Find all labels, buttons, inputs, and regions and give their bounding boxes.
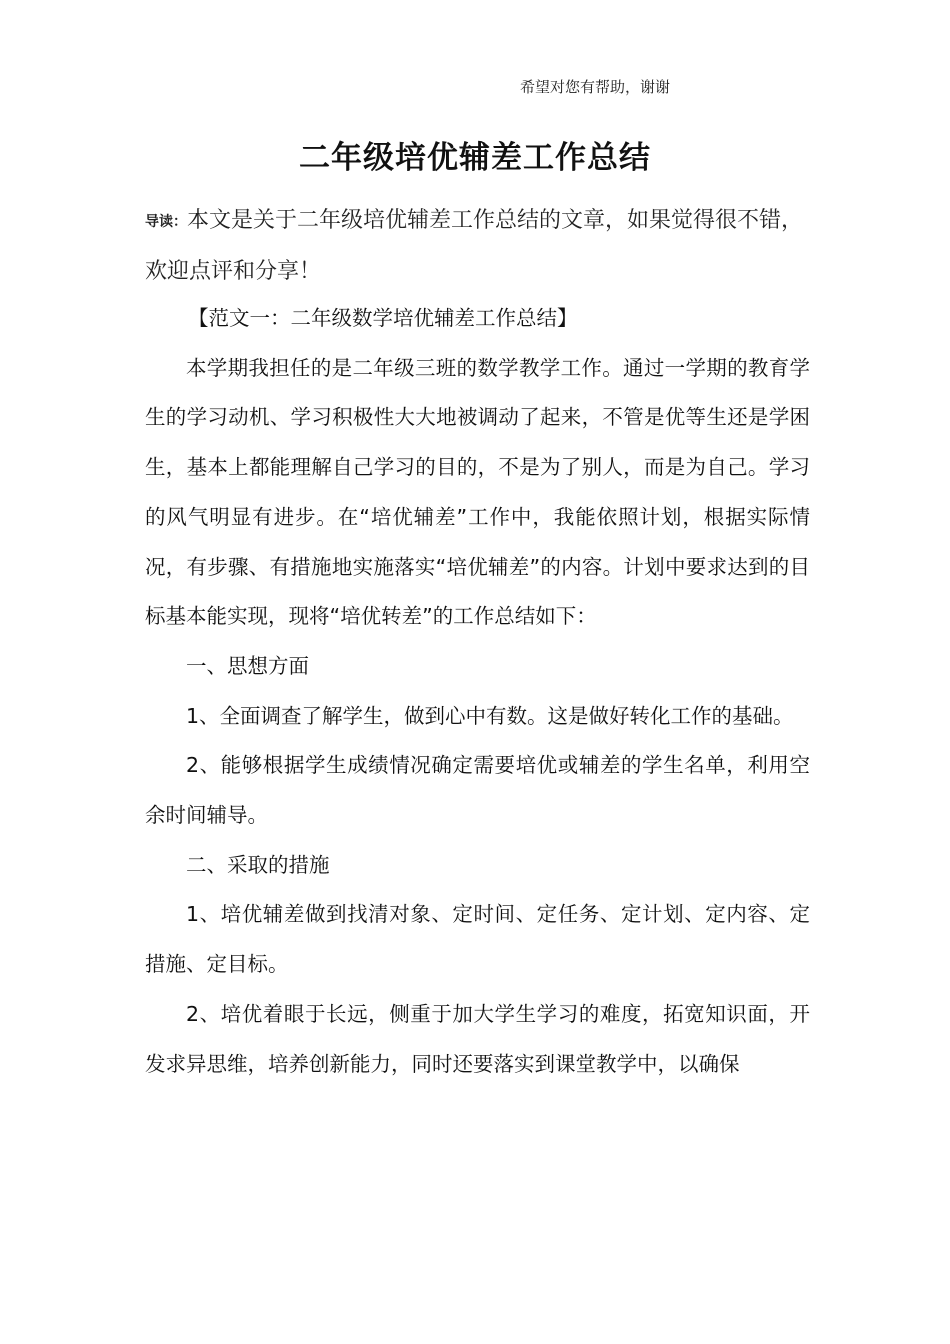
subheading-thinking: 一、思想方面: [186, 653, 309, 678]
document-body: [145, 294, 810, 1089]
body-paragraph: 1、培优辅差做到找清对象、定时间、定任务、定计划、定内容、定措施、定目标。: [145, 902, 810, 977]
document-title: 二年级培优辅差工作总结: [299, 140, 651, 176]
body-paragraph: 2、能够根据学生成绩情况确定需要培优或辅差的学生名单，利用空余时间辅导。: [145, 753, 810, 828]
subheading-measures: 二、采取的措施: [186, 852, 330, 877]
section-heading: 【范文一：二年级数学培优辅差工作总结】: [188, 306, 578, 330]
body-paragraph: 1、全面调查了解学生，做到心中有数。这是做好转化工作的基础。: [186, 703, 794, 728]
header-note: 希望对您有帮助，谢谢: [520, 78, 671, 96]
lead-text: 本文是关于二年级培优辅差工作总结的文章，如果觉得很不错，欢迎点评和分享！: [145, 208, 804, 284]
lead-label: 导读：: [145, 214, 187, 230]
lead-paragraph: [145, 196, 810, 297]
body-paragraph: 2、培优着眼于长远，侧重于加大学生学习的难度，拓宽知识面，开发求异思维，培养创新能力，同时还要落实到课堂教学中，以确保: [145, 1001, 810, 1076]
body-paragraph: 本学期我担任的是二年级三班的数学教学工作。通过一学期的教育学生的学习动机、学习积极性大大地被调动了起来，不管是优等生还是学困生，基本上都能理解自己学习的目的，不是为了别人，而是为自己。学习的风气明显有进步。在“培优辅差”工作中，我能依照计划，根据实际情况，有步骤、有措施地实施落实“培优辅差”的内容。计划中要求达到的目标基本能实现，现将“培优转差”的工作总结如下：: [145, 355, 810, 629]
